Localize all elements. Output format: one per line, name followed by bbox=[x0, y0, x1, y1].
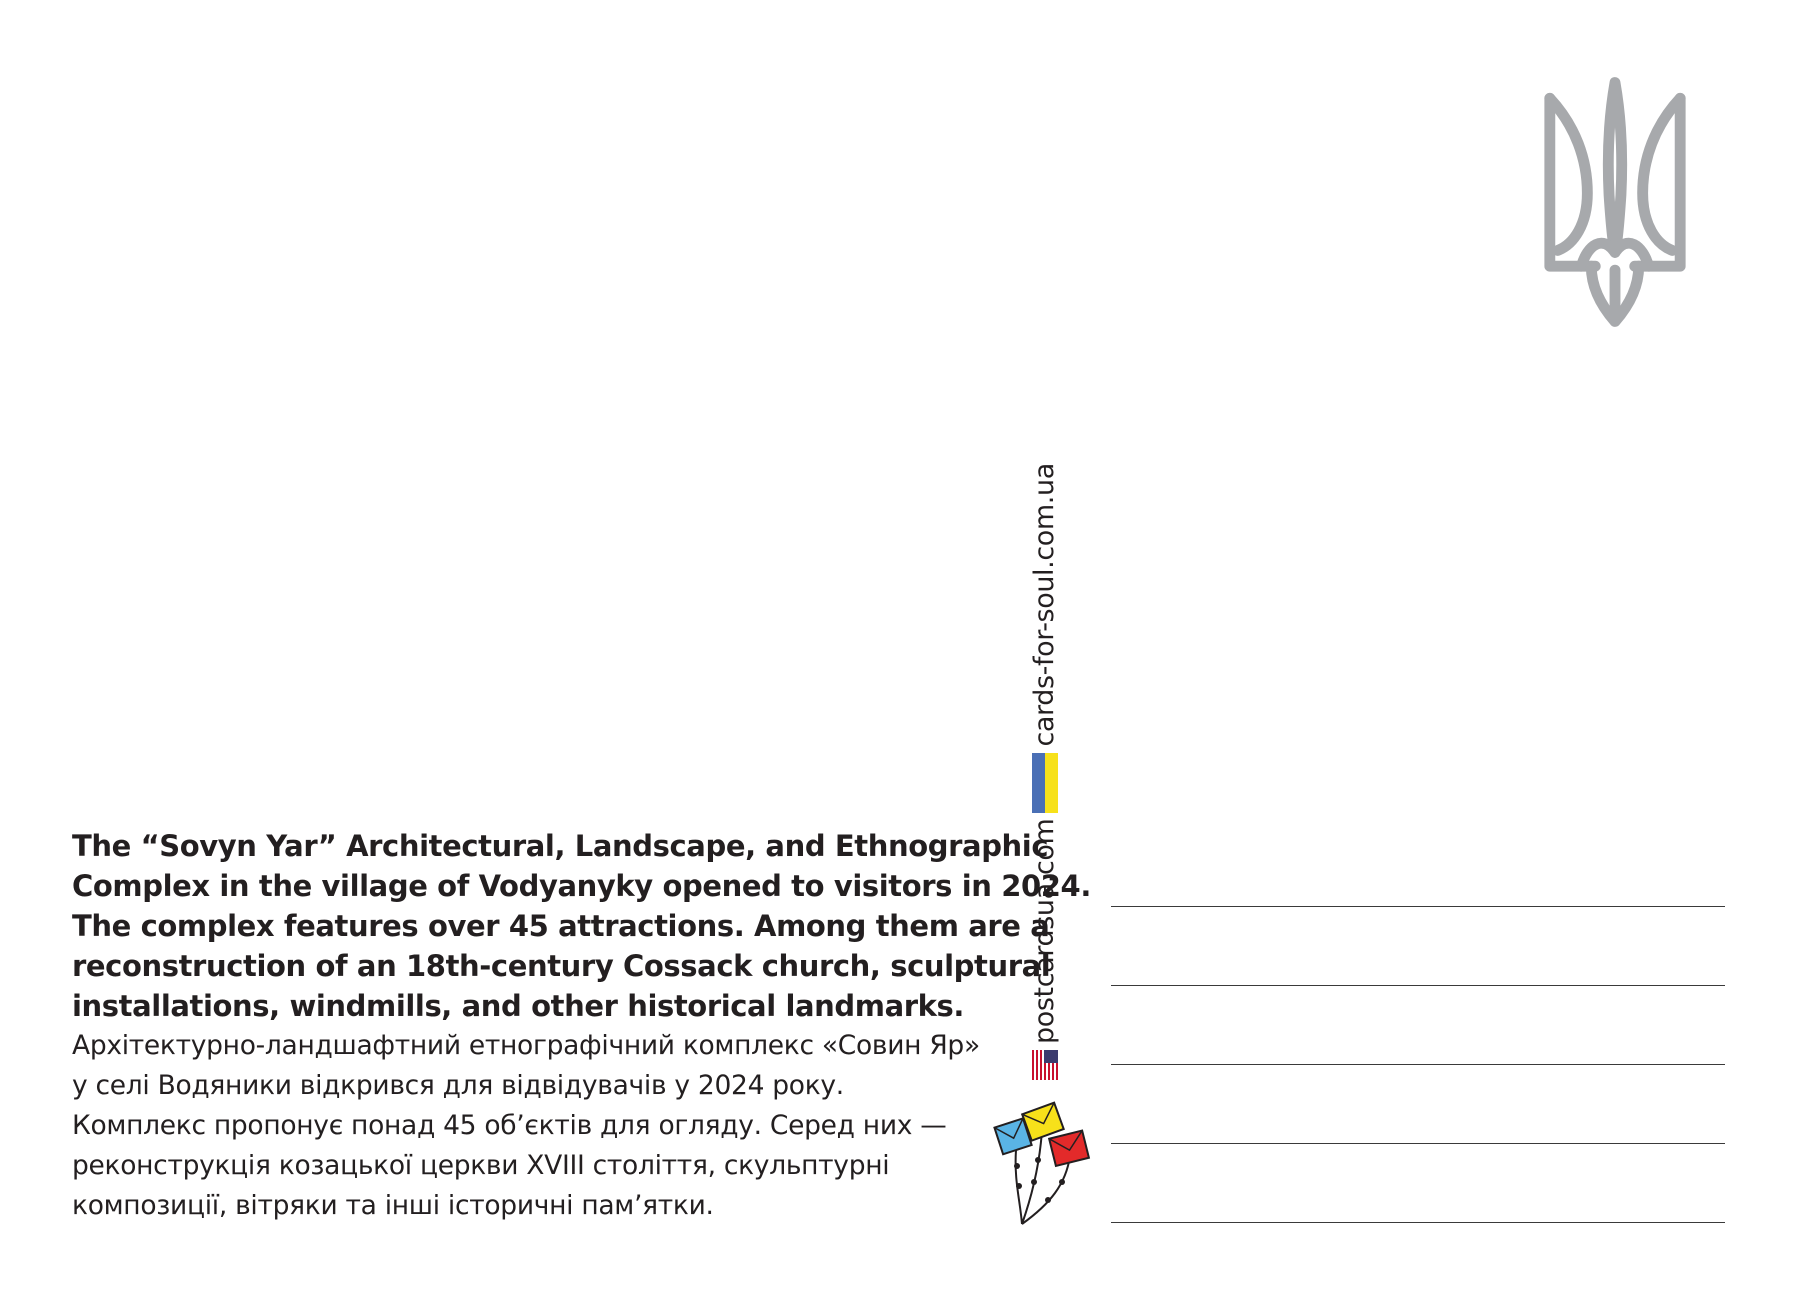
address-line[interactable] bbox=[1111, 985, 1725, 986]
description-ua-line: реконструкція козацької церкви XVIII століття, скульптурні bbox=[72, 1150, 890, 1181]
trident-emblem-icon bbox=[1536, 76, 1694, 330]
description-ukrainian bbox=[72, 1026, 1032, 1226]
description-en-line: Complex in the village of Vodyanyky opened to visitors in 2024. bbox=[72, 869, 1091, 903]
publisher-strip bbox=[1029, 392, 1061, 1080]
address-lines bbox=[1111, 906, 1725, 1301]
description-en-line: installations, windmills, and other historical landmarks. bbox=[72, 989, 965, 1023]
description-en-line: The “Sovyn Yar” Architectural, Landscape, and Ethnographic bbox=[72, 829, 1049, 863]
kites-envelopes-icon bbox=[990, 1100, 1100, 1228]
description-ua-line: Архітектурно-ландшафтний етнографічний комплекс «Совин Яр» bbox=[72, 1030, 980, 1061]
address-line[interactable] bbox=[1111, 1064, 1725, 1065]
description-en-line: reconstruction of an 18th-century Cossack church, sculptural bbox=[72, 949, 1051, 983]
publisher-site-us: postcardsua.com bbox=[1029, 818, 1060, 1044]
us-flag-icon bbox=[1032, 1050, 1058, 1080]
description-ua-line: Комплекс пропонує понад 45 об’єктів для огляду. Серед них — bbox=[72, 1110, 947, 1141]
description-en-line: The complex features over 45 attractions. Among them are a bbox=[72, 909, 1050, 943]
publisher-site-ua: cards-for-soul.com.ua bbox=[1029, 463, 1060, 747]
address-line[interactable] bbox=[1111, 1143, 1725, 1144]
description-ua-line: у селі Водяники відкрився для відвідувачів у 2024 року. bbox=[72, 1070, 844, 1101]
ukraine-flag-icon bbox=[1032, 753, 1058, 813]
address-line[interactable] bbox=[1111, 906, 1725, 907]
description-ua-line: композиції, вітряки та інші історичні пам’ятки. bbox=[72, 1190, 714, 1221]
address-line[interactable] bbox=[1111, 1222, 1725, 1223]
